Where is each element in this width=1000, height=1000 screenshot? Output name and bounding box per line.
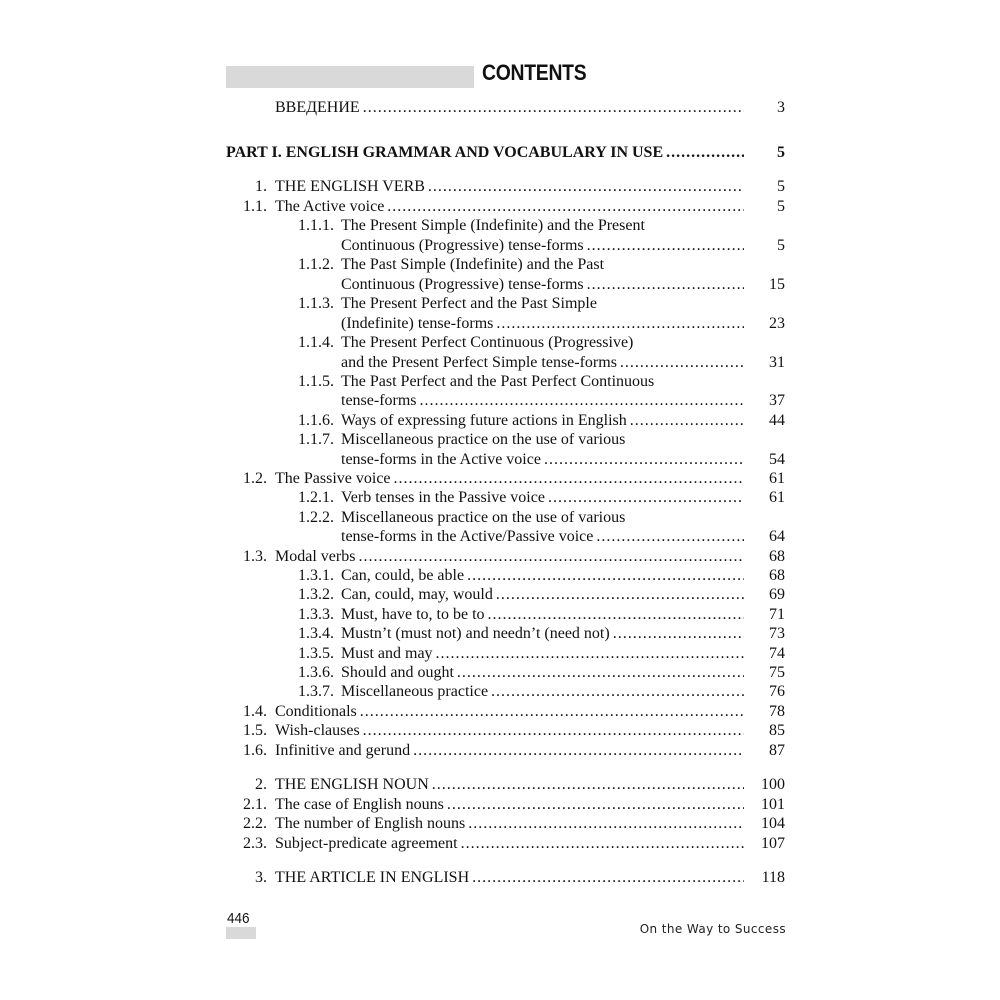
- toc-leader-dots: [613, 624, 744, 644]
- toc-entry-text: THE ENGLISH NOUN: [275, 776, 429, 793]
- toc-leader-dots: [587, 236, 744, 256]
- toc-entry-number: 1.1.4.: [298, 334, 334, 351]
- toc-entry-text: Infinitive and gerund: [275, 742, 411, 759]
- toc-entry-text: The Present Simple (Indefinite) and the Present: [341, 217, 645, 234]
- toc-entry-page: 64: [769, 528, 785, 545]
- toc-entry: [0, 275, 1000, 295]
- toc-entry-number: 1.2.2.: [298, 509, 334, 526]
- toc-entry-page: 15: [769, 276, 785, 293]
- toc-entry-title: [275, 721, 744, 741]
- toc-entry-title: [275, 177, 744, 197]
- toc-leader-dots: [394, 469, 744, 489]
- toc-entry-title: [341, 663, 744, 683]
- toc-entry: [0, 624, 1000, 644]
- toc-entry-page: 69: [769, 586, 785, 603]
- toc-entry-title: [275, 469, 744, 489]
- toc-leader-dots: [596, 527, 744, 547]
- toc-entry-page: 78: [769, 703, 785, 720]
- toc-entry-title: [275, 741, 744, 761]
- toc-entry-title: [341, 314, 744, 334]
- toc-entry-title: [341, 391, 744, 411]
- toc-entry-page: 54: [769, 451, 785, 468]
- toc-entry-number: 1.3.3.: [298, 606, 334, 623]
- toc-entry-number: 1.1.1.: [298, 217, 334, 234]
- toc-entry-number: 1.3.4.: [298, 625, 334, 642]
- toc-entry: [0, 333, 1000, 353]
- toc-entry-title: [341, 255, 744, 275]
- toc-entry-number: 1.1.7.: [298, 431, 334, 448]
- toc-entry-title: [341, 624, 744, 644]
- toc-entry-title: [341, 644, 744, 664]
- toc-leader-dots: [461, 834, 744, 854]
- toc-entry: [0, 294, 1000, 314]
- toc-entry-page: 5: [777, 178, 785, 195]
- toc-entry: [0, 527, 1000, 547]
- toc-entry-page: 44: [769, 412, 785, 429]
- toc-entry-text: Verb tenses in the Passive voice: [341, 489, 545, 506]
- toc-entry-text: Can, could, be able: [341, 567, 465, 584]
- toc-entry-number: 1.3.1.: [298, 567, 334, 584]
- toc-entry: [0, 585, 1000, 605]
- toc-entry-page: 75: [769, 664, 785, 681]
- toc-entry-text: Should and ought: [341, 664, 454, 681]
- toc-entry-title: [341, 430, 744, 450]
- toc-entry-number: 1.1.3.: [298, 295, 334, 312]
- toc-entry-page: 37: [769, 392, 785, 409]
- toc-entry-number: 1.2.: [243, 470, 267, 487]
- toc-leader-dots: [387, 197, 744, 217]
- toc-entry-title: [341, 450, 744, 470]
- toc-leader-dots: [457, 663, 744, 683]
- toc-leader-dots: [491, 682, 744, 702]
- toc-entry-title: [341, 508, 744, 528]
- toc-entry-title: [341, 585, 744, 605]
- toc-entry-title: [275, 197, 744, 217]
- toc-entry: [0, 682, 1000, 702]
- toc-entry-title: [341, 411, 744, 431]
- toc-entry-number: 1.5.: [243, 722, 267, 739]
- toc-entry-text: tense-forms in the Active/Passive voice: [341, 528, 594, 545]
- toc-entry: [0, 450, 1000, 470]
- toc-entry-number: 2.2.: [243, 815, 267, 832]
- toc-entry-text: Miscellaneous practice on the use of various: [341, 509, 626, 526]
- toc-entry: [0, 255, 1000, 275]
- toc-entry-number: 1.3.2.: [298, 586, 334, 603]
- toc-entry: [0, 236, 1000, 256]
- toc-entry-title: [341, 216, 744, 236]
- toc-entry: [0, 430, 1000, 450]
- toc-entry: [0, 177, 1000, 197]
- toc-entry-page: 85: [769, 722, 785, 739]
- toc-entry-text: Mustn’t (must not) and needn’t (need not): [341, 625, 610, 642]
- toc-entry-page: 5: [777, 144, 785, 161]
- toc-leader-dots: [666, 143, 744, 163]
- toc-entry-title: [341, 372, 744, 392]
- toc-entry-title: [341, 488, 744, 508]
- toc-entry: [0, 488, 1000, 508]
- toc-entry-page: 101: [761, 796, 785, 813]
- toc-entry-title: [226, 143, 744, 163]
- toc-entry-number: 1.1.2.: [298, 256, 334, 273]
- toc-entry-title: [275, 547, 744, 567]
- toc-entry-number: 1.3.7.: [298, 683, 334, 700]
- toc-entry-text: Must, have to, to be to: [341, 606, 485, 623]
- toc-entry-page: 104: [761, 815, 785, 832]
- toc-leader-dots: [548, 488, 744, 508]
- toc-leader-dots: [544, 450, 744, 470]
- toc-entry-page: 61: [769, 470, 785, 487]
- toc-leader-dots: [420, 391, 744, 411]
- toc-entry-text: The Passive voice: [275, 470, 391, 487]
- toc-entry-text: Continuous (Progressive) tense-forms: [341, 237, 584, 254]
- toc-entry-text: The number of English nouns: [275, 815, 466, 832]
- toc-entry-text: Modal verbs: [275, 548, 356, 565]
- toc-entry-page: 107: [761, 835, 785, 852]
- toc-entry-text: THE ENGLISH VERB: [275, 178, 425, 195]
- toc-entry-title: [341, 566, 744, 586]
- toc-entry: [0, 547, 1000, 567]
- toc-entry-page: 3: [777, 99, 785, 116]
- toc-entry: [0, 868, 1000, 888]
- toc-entry-title: [341, 527, 744, 547]
- toc-entry-number: 1.1.6.: [298, 412, 334, 429]
- toc-entry-text: Miscellaneous practice on the use of various: [341, 431, 626, 448]
- toc-entry-title: [341, 333, 744, 353]
- footer-gray-bar: [226, 927, 256, 939]
- toc-entry-text: Subject-predicate agreement: [275, 835, 458, 852]
- toc-entry-page: 74: [769, 645, 785, 662]
- toc-entry-text: THE ARTICLE IN ENGLISH: [275, 869, 470, 886]
- footer-tagline: On the Way to Success: [639, 922, 786, 936]
- toc-entry-title: [275, 795, 744, 815]
- toc-leader-dots: [630, 411, 744, 431]
- toc-entry-number: 3.: [255, 869, 267, 886]
- toc-entry: [0, 721, 1000, 741]
- toc-leader-dots: [496, 585, 744, 605]
- toc-entry: [0, 702, 1000, 722]
- toc-entry-page: 5: [777, 198, 785, 215]
- toc-entry-page: 73: [769, 625, 785, 642]
- toc-entry-text: Wish-clauses: [275, 722, 360, 739]
- toc-entry-page: 118: [761, 869, 785, 886]
- toc-leader-dots: [620, 353, 744, 373]
- toc-entry-title: [341, 294, 744, 314]
- toc-entry-text: The Active voice: [275, 198, 385, 215]
- toc-leader-dots: [468, 814, 744, 834]
- toc-entry-title: [275, 775, 744, 795]
- header-gray-bar: [226, 66, 474, 88]
- toc-entry-title: [341, 353, 744, 373]
- toc-entry-title: [275, 834, 744, 854]
- toc-entry-title: [275, 868, 744, 888]
- toc-entry: [0, 566, 1000, 586]
- toc-entry: [0, 353, 1000, 373]
- toc-entry-page: 71: [769, 606, 785, 623]
- toc-entry-text: (Indefinite) tense-forms: [341, 315, 494, 332]
- toc-entry-title: [341, 605, 744, 625]
- toc-entry-number: 1.3.: [243, 548, 267, 565]
- toc-leader-dots: [472, 868, 744, 888]
- toc-entry-text: Continuous (Progressive) tense-forms: [341, 276, 584, 293]
- toc-entry-title: [341, 236, 744, 256]
- toc-entry-page: 100: [761, 776, 785, 793]
- toc-entry-number: 1.6.: [243, 742, 267, 759]
- toc-entry-text: Ways of expressing future actions in English: [341, 412, 627, 429]
- toc-entry-title: [275, 98, 744, 118]
- toc-entry-title: [275, 814, 744, 834]
- toc-entry-text: and the Present Perfect Simple tense-forms: [341, 354, 617, 371]
- toc-leader-dots: [428, 177, 744, 197]
- toc-entry-number: 2.1.: [243, 796, 267, 813]
- toc-entry-text: The case of English nouns: [275, 796, 444, 813]
- toc-entry-text: Can, could, may, would: [341, 586, 493, 603]
- toc-entry: [0, 814, 1000, 834]
- toc-entry-number: 1.2.1.: [298, 489, 334, 506]
- toc-entry: [0, 372, 1000, 392]
- toc-leader-dots: [496, 314, 744, 334]
- toc-entry-number: 2.3.: [243, 835, 267, 852]
- toc-entry-page: 68: [769, 567, 785, 584]
- toc-entry-number: 1.1.5.: [298, 373, 334, 390]
- toc-entry-text: The Past Perfect and the Past Perfect Continuous: [341, 373, 655, 390]
- toc-entry-text: tense-forms in the Active voice: [341, 451, 541, 468]
- toc-leader-dots: [488, 605, 744, 625]
- toc-entry: [0, 411, 1000, 431]
- toc-entry: [0, 663, 1000, 683]
- toc-entry-page: 61: [769, 489, 785, 506]
- toc-entry-page: 5: [777, 237, 785, 254]
- toc-entry: [0, 216, 1000, 236]
- toc-entry-text: Miscellaneous practice: [341, 683, 489, 700]
- toc-entry-number: 2.: [255, 776, 267, 793]
- toc-entry: [0, 143, 1000, 163]
- toc-entry-title: [341, 682, 744, 702]
- toc-leader-dots: [432, 775, 744, 795]
- toc-leader-dots: [363, 721, 744, 741]
- toc-entry: [0, 469, 1000, 489]
- toc-entry-text: The Past Simple (Indefinite) and the Past: [341, 256, 605, 273]
- toc-entry-text: The Present Perfect and the Past Simple: [341, 295, 597, 312]
- toc-entry: [0, 197, 1000, 217]
- toc-entry: [0, 508, 1000, 528]
- toc-entry-page: 87: [769, 742, 785, 759]
- toc-leader-dots: [587, 275, 744, 295]
- toc-leader-dots: [360, 702, 744, 722]
- toc-entry-number: 1.3.5.: [298, 645, 334, 662]
- toc-leader-dots: [413, 741, 744, 761]
- toc-entry: [0, 391, 1000, 411]
- toc-entry-text: ВВЕДЕНИЕ: [275, 99, 360, 116]
- toc-entry: [0, 98, 1000, 118]
- toc-entry-title: [275, 702, 744, 722]
- toc-entry: [0, 644, 1000, 664]
- toc-leader-dots: [447, 795, 744, 815]
- toc-entry-page: 68: [769, 548, 785, 565]
- toc-entry: [0, 741, 1000, 761]
- toc-entry-title: [341, 275, 744, 295]
- toc-entry-number: 1.: [255, 178, 267, 195]
- toc-entry: [0, 834, 1000, 854]
- toc-entry: [0, 775, 1000, 795]
- toc-leader-dots: [358, 547, 744, 567]
- toc-entry-text: Conditionals: [275, 703, 357, 720]
- toc-entry: [0, 795, 1000, 815]
- toc-entry-page: 76: [769, 683, 785, 700]
- toc-entry: [0, 314, 1000, 334]
- toc-leader-dots: [436, 644, 744, 664]
- page-number: 446: [227, 910, 250, 927]
- toc-leader-dots: [467, 566, 744, 586]
- toc-entry-number: 1.3.6.: [298, 664, 334, 681]
- toc-entry-number: 1.1.: [243, 198, 267, 215]
- toc-entry-text: PART I. ENGLISH GRAMMAR AND VOCABULARY IN USE: [226, 144, 664, 161]
- toc-entry-page: 23: [769, 315, 785, 332]
- toc-entry-page: 31: [769, 354, 785, 371]
- toc-entry-text: Must and may: [341, 645, 433, 662]
- page-title: CONTENTS: [482, 60, 587, 85]
- toc-entry-number: 1.4.: [243, 703, 267, 720]
- toc-entry-text: tense-forms: [341, 392, 417, 409]
- toc-entry-text: The Present Perfect Continuous (Progressive): [341, 334, 634, 351]
- toc-leader-dots: [363, 98, 744, 118]
- toc-entry: [0, 605, 1000, 625]
